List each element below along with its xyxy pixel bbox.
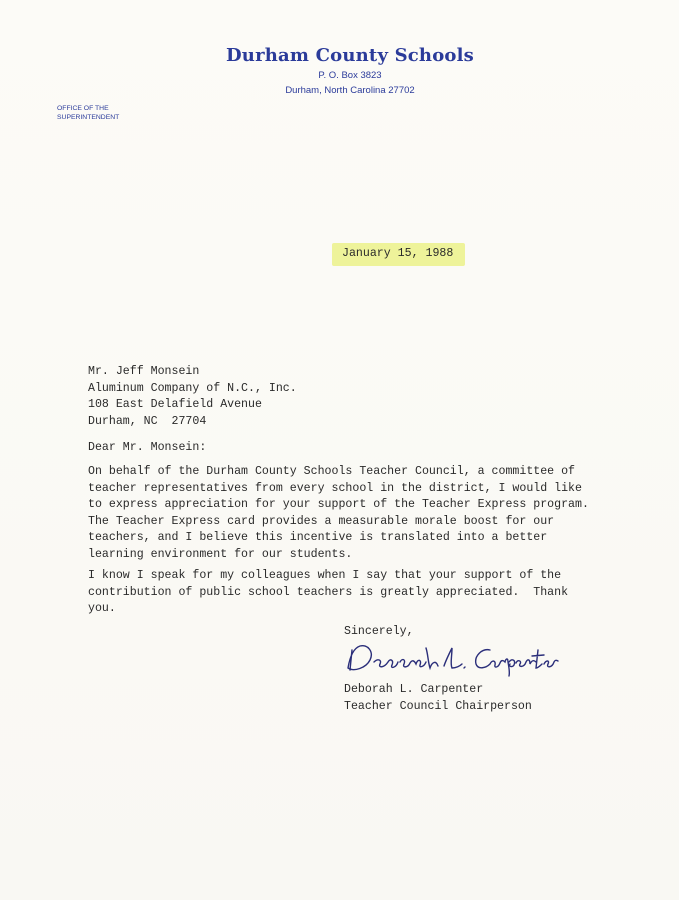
paragraph-line: The Teacher Express card provides a measurable morale boost for our xyxy=(88,514,555,528)
office-line-1: OFFICE OF THE xyxy=(57,105,109,112)
paragraph-line: to express appreciation for your support of the Teacher Express program. xyxy=(88,498,589,511)
paragraph-line: you. xyxy=(88,602,116,615)
po-box: P. O. Box 3823 xyxy=(318,70,382,81)
recipient-name: Mr. Jeff Monsein xyxy=(88,365,200,378)
recipient-city: Durham, NC 27704 xyxy=(88,414,207,428)
handwritten-signature xyxy=(340,638,560,678)
paragraph-line: teacher representatives from every school in the district, I would like xyxy=(88,481,582,495)
letter-date: January 15, 1988 xyxy=(342,247,454,260)
letterhead xyxy=(200,44,500,98)
city-state: Durham, North Carolina 27702 xyxy=(285,85,415,96)
paragraph-line: contribution of public school teachers is greatly appreciated. Thank xyxy=(88,585,569,599)
body-paragraph-2 xyxy=(88,568,628,618)
recipient-company: Aluminum Company of N.C., Inc. xyxy=(88,381,297,395)
closing: Sincerely, xyxy=(344,625,414,638)
recipient-street: 108 East Delafield Avenue xyxy=(88,398,262,411)
signer-block xyxy=(344,682,532,715)
paragraph-line: I know I speak for my colleagues when I say that your support of the xyxy=(88,569,562,582)
paragraph-line: learning environment for our students. xyxy=(88,547,353,561)
salutation: Dear Mr. Monsein: xyxy=(88,441,207,454)
signer-title: Teacher Council Chairperson xyxy=(344,699,532,713)
office-of-superintendent xyxy=(57,104,137,122)
recipient-address xyxy=(88,364,488,430)
body-paragraph-1 xyxy=(88,464,628,563)
paragraph-line: On behalf of the Durham County Schools Teacher Council, a committee of xyxy=(88,465,576,478)
paragraph-line: teachers, and I believe this incentive is translated into a better xyxy=(88,531,548,544)
org-name: Durham County Schools xyxy=(225,45,475,66)
office-line-2: SUPERINTENDENT xyxy=(57,114,120,121)
date-highlight xyxy=(332,243,465,266)
signer-name: Deborah L. Carpenter xyxy=(344,683,484,696)
